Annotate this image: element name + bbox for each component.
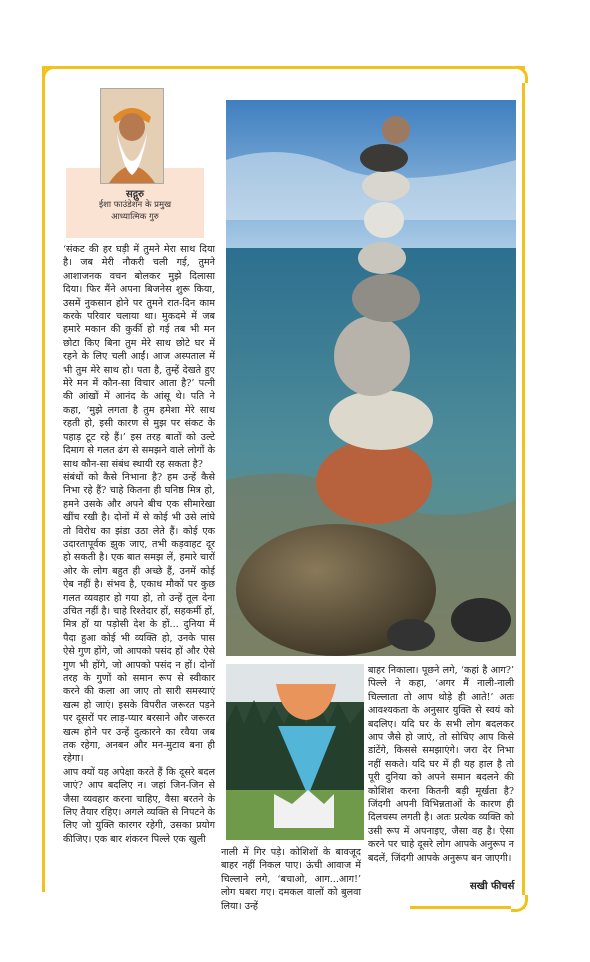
frame-corner-top-right bbox=[511, 66, 528, 83]
article-credit: सखी फीचर्स bbox=[470, 881, 515, 892]
author-portrait bbox=[100, 88, 164, 184]
article-column-3 bbox=[368, 664, 514, 865]
article-paragraph: बाहर निकाला। पूछने लगे, ‘कहां है आग?’ पिल्ले ने कहा, ‘अगर मैं नाली-नाली चिल्लाता तो आप थोड़े ही आते!’ अतः आवश्यकता के अनुसार युक्ति से स्वयं को बदलिए। यदि घर के सभी लोग बदलकर आप जैसे हो जाएं, तो सोचिए आप किसे डांटेंगे, किससे समझाएंगे। जरा देर निभा नहीं सकते। यदि घर में ही यह हाल है तो पूरी दुनिया को अपने समान बदलने की कोशिश करना कितनी बड़ी मूर्खता है? जिंदगी अपनी विभिन्नताओं के कारण ही दिलचस्प लगती है। अतः प्रत्येक व्यक्ति को उसी रूप में अपनाइए, जैसा वह है। ऐसा करने पर चाहे दूसरे लोग आपके अनुरूप न बदलें, जिंदगी आपके अनुरूप बन जाएगी। bbox=[368, 665, 514, 864]
article-paragraph: ‘संकट की हर घड़ी में तुमने मेरा साथ दिया है। जब मेरी नौकरी चली गई, तुमने आशाजनक वचन बोलकर मुझे दिलासा दिया। फिर मैंने अपना बिजनेस शुरू किया, उसमें नुकसान होने पर तुमने रात-दिन काम करके परिवार चलाया था। मुकदमे में जब हमारे मकान की कुर्की हो गई तब भी मन छोटा किए बिना तुम मेरे साथ छोटे घर में रहने के लिए चली आईं। आज अस्पताल में भी तुम मेरे साथ हो। पता है, तुम्हें देखते हुए मेरे मन में कौन-सा विचार आता है?’ पत्नी की आंखों में आनंद के आंसू थे। पति ने कहा, ‘मुझे लगता है तुम हमेशा मेरे साथ रहती हो, इसी कारण से मुझ पर संकट के पहाड़ टूट रहे हैं।’ इस तरह बातों को उल्टे दिमाग से गलत ढंग से समझने वाले लोगों के साथ कौन-सा संबंध स्थायी रह सकता है? bbox=[63, 244, 215, 470]
author-name: सद्गुरु bbox=[125, 189, 145, 200]
article-column-1 bbox=[63, 243, 215, 846]
article-paragraph: आप क्यों यह अपेक्षा करते हैं कि दूसरे बदल जाएं? आप बदलिए न। जहां जिन-जिन से जैसा व्यवहार करना चाहिए, वैसा बरतने के लिए तैयार रहिए। अगले व्यक्ति से निपटने के लिए जो युक्ति कारगर रहेगी, उसका प्रयोग कीजिए। एक बार शंकरन पिल्ले एक खुली bbox=[63, 766, 215, 845]
frame-bottom-border bbox=[410, 906, 525, 909]
frame-corner-top-left bbox=[42, 66, 59, 83]
frame-top-border bbox=[44, 66, 524, 69]
stacked-stones-photo bbox=[226, 100, 516, 656]
author-description bbox=[66, 199, 204, 223]
author-box bbox=[66, 88, 204, 238]
article-paragraph: संबंधों को कैसे निभाना है? हम उन्हें कैसे निभा रहे हैं? चाहे कितना ही घनिष्ठ मित्र हो, हमने उसके और अपने बीच एक सीमारेखा खींच रखी है। दोनों में से कोई भी उसे लांघे तो विरोध का झंडा उठा लेते हैं। कोई एक उदारतापूर्वक झुक जाए, तभी कड़वाहट दूर हो सकती है। एक बात समझ लें, हमारे चारों ओर के लोग बहुत ही अच्छे हैं, उनमें कोई ऐब नहीं है। संभव है, एकाध मौकों पर कुछ गलत व्यवहार हो गया हो, तो उन्हें तूल देना उचित नहीं है। चाहे रिश्तेदार हों, सहकर्मी हों, मित्र हों या पड़ोसी देश के हों... दुनिया में पैदा हुआ कोई भी व्यक्ति हो, उनके पास ऐसे गुण होंगे, जो आपको पसंद हों और ऐसे गुण भी होंगे, जो आपको पसंद न हों। दोनों तरह के गुणों को समान रूप से स्वीकार करने की कला आ जाए तो सारी समस्याएं खत्म हो जाएं। इसके विपरीत जरूरत पड़ने पर दूसरों पर लाड़-प्यार बरसाने और जरूरत खत्म होने पर उन्हें दुत्कारने का रवैया जब तक रहेगा, अनबन और मन-मुटाव बना ही रहेगा। bbox=[63, 471, 215, 765]
frame-right-border bbox=[522, 66, 525, 908]
balanced-shapes-photo bbox=[226, 664, 364, 840]
article-column-2 bbox=[221, 846, 361, 913]
frame-corner-bottom-right bbox=[511, 895, 528, 912]
frame-left-border bbox=[42, 66, 45, 892]
article-paragraph: नाली में गिर पड़े। कोशिशों के बावजूद बाहर नहीं निकल पाए। ऊंची आवाज में चिल्लाने लगे, ‘बचाओ, आग...आग!’ लोग घबरा गए। दमकल वालों को बुलवा लिया। उन्हें bbox=[221, 847, 361, 912]
author-title-line1: ईशा फाउंडेशन के प्रमुख bbox=[98, 200, 172, 210]
author-title-line2: आध्यात्मिक गुरु bbox=[111, 212, 159, 222]
